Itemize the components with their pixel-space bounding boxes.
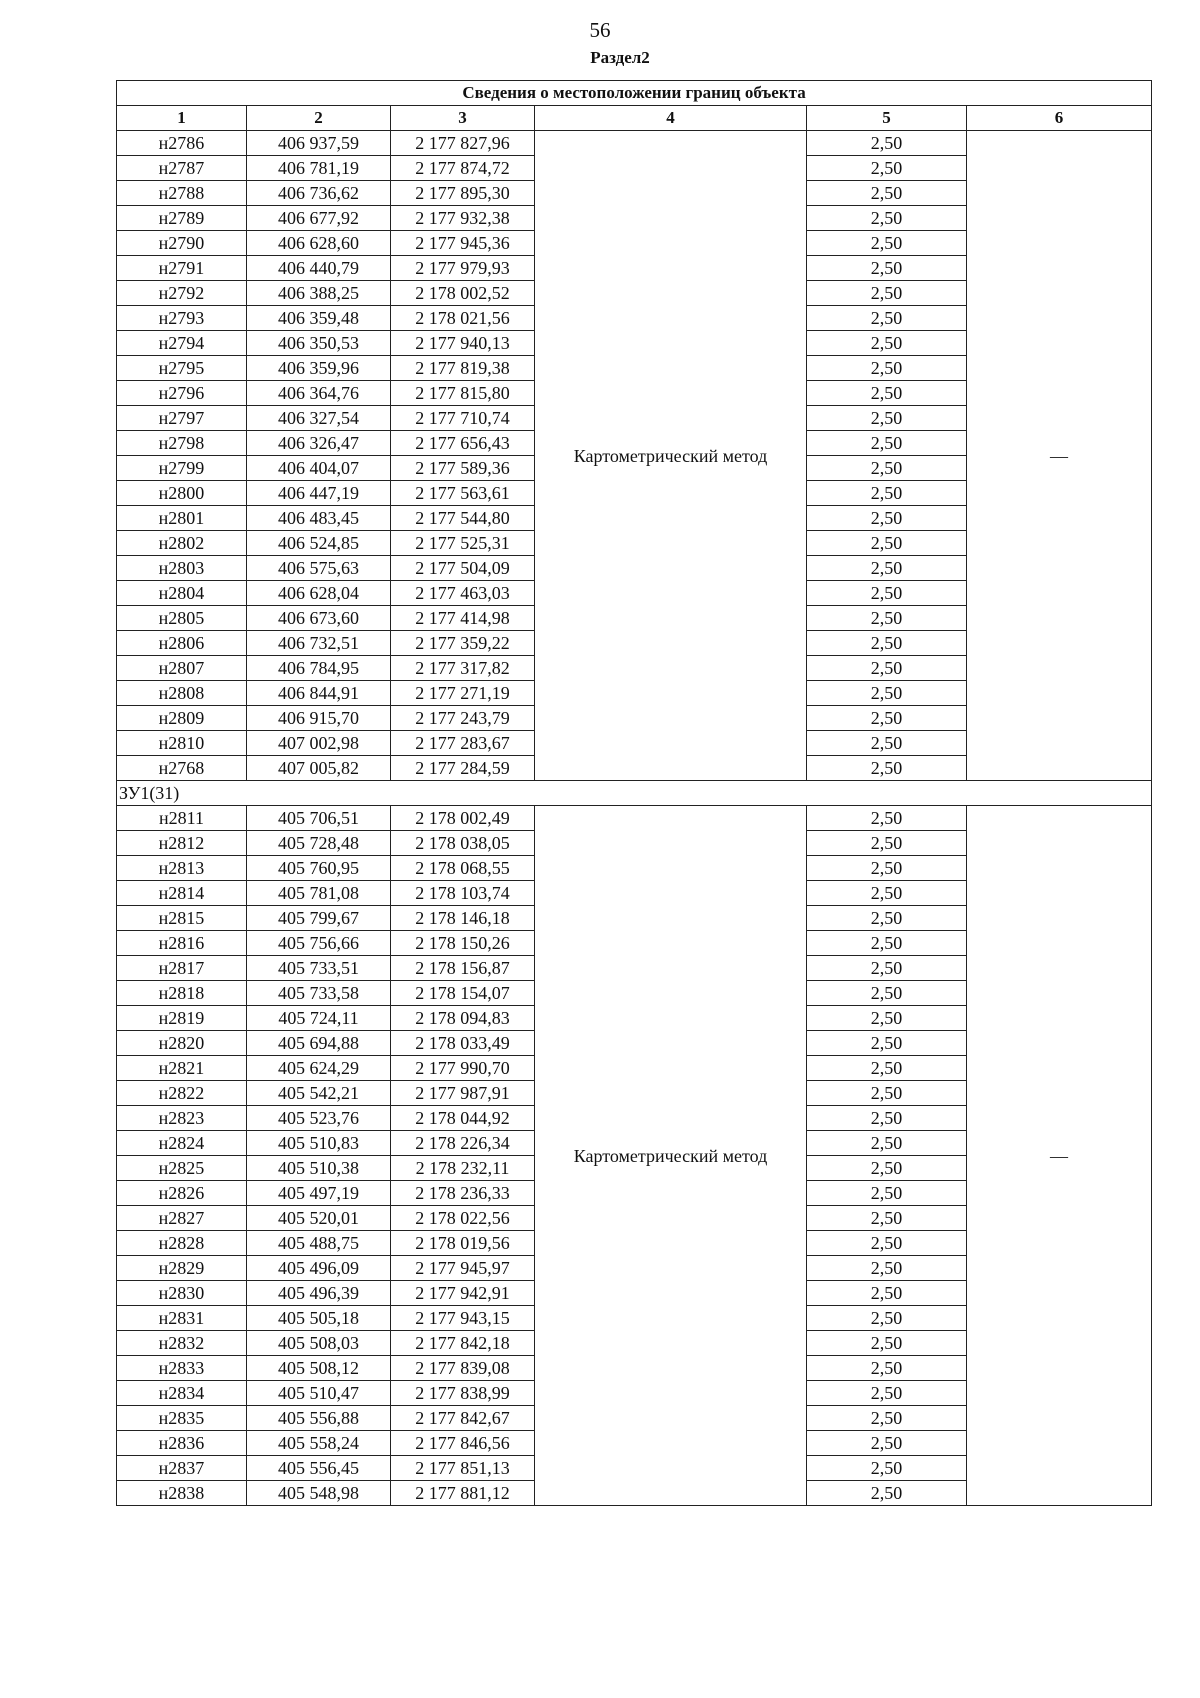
precision-cell: 2,50 <box>807 256 967 281</box>
precision-cell: 2,50 <box>807 1281 967 1306</box>
point-name-cell: н2815 <box>117 906 247 931</box>
x-coordinate-cell: 405 728,48 <box>247 831 391 856</box>
x-coordinate-cell: 406 575,63 <box>247 556 391 581</box>
precision-cell: 2,50 <box>807 556 967 581</box>
point-name-cell: н2820 <box>117 1031 247 1056</box>
point-name-cell: н2832 <box>117 1331 247 1356</box>
point-name-cell: н2809 <box>117 706 247 731</box>
precision-cell: 2,50 <box>807 1456 967 1481</box>
y-coordinate-cell: 2 177 317,82 <box>391 656 535 681</box>
x-coordinate-cell: 407 002,98 <box>247 731 391 756</box>
precision-cell: 2,50 <box>807 1206 967 1231</box>
y-coordinate-cell: 2 177 525,31 <box>391 531 535 556</box>
point-name-cell: н2814 <box>117 881 247 906</box>
point-name-cell: н2803 <box>117 556 247 581</box>
x-coordinate-cell: 405 694,88 <box>247 1031 391 1056</box>
x-coordinate-cell: 406 327,54 <box>247 406 391 431</box>
point-name-cell: н2806 <box>117 631 247 656</box>
x-coordinate-cell: 406 404,07 <box>247 456 391 481</box>
x-coordinate-cell: 405 556,45 <box>247 1456 391 1481</box>
precision-cell: 2,50 <box>807 231 967 256</box>
y-coordinate-cell: 2 177 945,97 <box>391 1256 535 1281</box>
y-coordinate-cell: 2 178 146,18 <box>391 906 535 931</box>
x-coordinate-cell: 405 520,01 <box>247 1206 391 1231</box>
y-coordinate-cell: 2 178 019,56 <box>391 1231 535 1256</box>
precision-cell: 2,50 <box>807 306 967 331</box>
y-coordinate-cell: 2 178 103,74 <box>391 881 535 906</box>
x-coordinate-cell: 406 736,62 <box>247 181 391 206</box>
x-coordinate-cell: 406 628,04 <box>247 581 391 606</box>
x-coordinate-cell: 406 844,91 <box>247 681 391 706</box>
precision-cell: 2,50 <box>807 131 967 156</box>
precision-cell: 2,50 <box>807 1231 967 1256</box>
x-coordinate-cell: 406 784,95 <box>247 656 391 681</box>
point-name-cell: н2800 <box>117 481 247 506</box>
precision-cell: 2,50 <box>807 1106 967 1131</box>
point-name-cell: н2797 <box>117 406 247 431</box>
y-coordinate-cell: 2 177 271,19 <box>391 681 535 706</box>
precision-cell: 2,50 <box>807 931 967 956</box>
column-number-6: 6 <box>967 106 1152 131</box>
x-coordinate-cell: 406 364,76 <box>247 381 391 406</box>
precision-cell: 2,50 <box>807 1431 967 1456</box>
y-coordinate-cell: 2 178 021,56 <box>391 306 535 331</box>
point-name-cell: н2802 <box>117 531 247 556</box>
point-name-cell: н2810 <box>117 731 247 756</box>
x-coordinate-cell: 405 508,12 <box>247 1356 391 1381</box>
x-coordinate-cell: 405 756,66 <box>247 931 391 956</box>
point-name-cell: н2826 <box>117 1181 247 1206</box>
y-coordinate-cell: 2 177 940,13 <box>391 331 535 356</box>
precision-cell: 2,50 <box>807 406 967 431</box>
point-name-cell: н2790 <box>117 231 247 256</box>
x-coordinate-cell: 406 326,47 <box>247 431 391 456</box>
point-name-cell: н2793 <box>117 306 247 331</box>
column-number-1: 1 <box>117 106 247 131</box>
point-name-cell: н2794 <box>117 331 247 356</box>
x-coordinate-cell: 406 673,60 <box>247 606 391 631</box>
precision-cell: 2,50 <box>807 181 967 206</box>
point-name-cell: н2823 <box>117 1106 247 1131</box>
precision-cell: 2,50 <box>807 881 967 906</box>
column-6-cell: — <box>967 806 1152 1506</box>
precision-cell: 2,50 <box>807 156 967 181</box>
precision-cell: 2,50 <box>807 856 967 881</box>
column-number-3: 3 <box>391 106 535 131</box>
table-body <box>117 131 1152 1506</box>
point-name-cell: н2807 <box>117 656 247 681</box>
point-name-cell: н2805 <box>117 606 247 631</box>
y-coordinate-cell: 2 177 656,43 <box>391 431 535 456</box>
point-name-cell: н2799 <box>117 456 247 481</box>
point-name-cell: н2822 <box>117 1081 247 1106</box>
precision-cell: 2,50 <box>807 681 967 706</box>
x-coordinate-cell: 405 724,11 <box>247 1006 391 1031</box>
x-coordinate-cell: 406 524,85 <box>247 531 391 556</box>
point-name-cell: н2824 <box>117 1131 247 1156</box>
point-name-cell: н2831 <box>117 1306 247 1331</box>
y-coordinate-cell: 2 177 563,61 <box>391 481 535 506</box>
x-coordinate-cell: 406 359,96 <box>247 356 391 381</box>
precision-cell: 2,50 <box>807 206 967 231</box>
y-coordinate-cell: 2 177 838,99 <box>391 1381 535 1406</box>
x-coordinate-cell: 405 799,67 <box>247 906 391 931</box>
point-name-cell: н2768 <box>117 756 247 781</box>
point-name-cell: н2787 <box>117 156 247 181</box>
precision-cell: 2,50 <box>807 981 967 1006</box>
point-name-cell: н2795 <box>117 356 247 381</box>
y-coordinate-cell: 2 177 942,91 <box>391 1281 535 1306</box>
x-coordinate-cell: 405 733,51 <box>247 956 391 981</box>
column-number-4: 4 <box>535 106 807 131</box>
precision-cell: 2,50 <box>807 1381 967 1406</box>
y-coordinate-cell: 2 178 226,34 <box>391 1131 535 1156</box>
x-coordinate-cell: 405 523,76 <box>247 1106 391 1131</box>
column-number-5: 5 <box>807 106 967 131</box>
precision-cell: 2,50 <box>807 656 967 681</box>
precision-cell: 2,50 <box>807 531 967 556</box>
precision-cell: 2,50 <box>807 456 967 481</box>
page-number: 56 <box>589 18 611 42</box>
point-name-cell: н2808 <box>117 681 247 706</box>
y-coordinate-cell: 2 178 094,83 <box>391 1006 535 1031</box>
x-coordinate-cell: 406 781,19 <box>247 156 391 181</box>
method-cell: Картометрический метод <box>535 131 807 781</box>
precision-cell: 2,50 <box>807 1256 967 1281</box>
y-coordinate-cell: 2 177 979,93 <box>391 256 535 281</box>
x-coordinate-cell: 405 488,75 <box>247 1231 391 1256</box>
y-coordinate-cell: 2 178 002,49 <box>391 806 535 831</box>
point-name-cell: н2834 <box>117 1381 247 1406</box>
x-coordinate-cell: 405 496,39 <box>247 1281 391 1306</box>
precision-cell: 2,50 <box>807 381 967 406</box>
y-coordinate-cell: 2 177 945,36 <box>391 231 535 256</box>
x-coordinate-cell: 406 628,60 <box>247 231 391 256</box>
point-name-cell: н2786 <box>117 131 247 156</box>
x-coordinate-cell: 406 732,51 <box>247 631 391 656</box>
y-coordinate-cell: 2 177 987,91 <box>391 1081 535 1106</box>
precision-cell: 2,50 <box>807 1331 967 1356</box>
precision-cell: 2,50 <box>807 506 967 531</box>
section-title: Раздел2 <box>590 48 650 67</box>
x-coordinate-cell: 406 388,25 <box>247 281 391 306</box>
precision-cell: 2,50 <box>807 631 967 656</box>
precision-cell: 2,50 <box>807 1156 967 1181</box>
precision-cell: 2,50 <box>807 281 967 306</box>
precision-cell: 2,50 <box>807 1081 967 1106</box>
precision-cell: 2,50 <box>807 481 967 506</box>
point-name-cell: н2828 <box>117 1231 247 1256</box>
point-name-cell: н2796 <box>117 381 247 406</box>
point-name-cell: н2789 <box>117 206 247 231</box>
table-caption: Сведения о местоположении границ объекта <box>117 81 1152 106</box>
precision-cell: 2,50 <box>807 356 967 381</box>
y-coordinate-cell: 2 177 839,08 <box>391 1356 535 1381</box>
x-coordinate-cell: 405 496,09 <box>247 1256 391 1281</box>
point-name-cell: н2838 <box>117 1481 247 1506</box>
point-name-cell: н2819 <box>117 1006 247 1031</box>
table-row <box>117 806 1152 831</box>
x-coordinate-cell: 406 447,19 <box>247 481 391 506</box>
method-cell: Картометрический метод <box>535 806 807 1506</box>
x-coordinate-cell: 406 440,79 <box>247 256 391 281</box>
precision-cell: 2,50 <box>807 1056 967 1081</box>
precision-cell: 2,50 <box>807 806 967 831</box>
y-coordinate-cell: 2 178 033,49 <box>391 1031 535 1056</box>
x-coordinate-cell: 405 510,47 <box>247 1381 391 1406</box>
coordinates-table <box>116 80 1152 1506</box>
y-coordinate-cell: 2 178 002,52 <box>391 281 535 306</box>
y-coordinate-cell: 2 177 283,67 <box>391 731 535 756</box>
column-6-cell: — <box>967 131 1152 781</box>
x-coordinate-cell: 405 548,98 <box>247 1481 391 1506</box>
y-coordinate-cell: 2 177 819,38 <box>391 356 535 381</box>
y-coordinate-cell: 2 177 990,70 <box>391 1056 535 1081</box>
y-coordinate-cell: 2 178 038,05 <box>391 831 535 856</box>
y-coordinate-cell: 2 177 842,67 <box>391 1406 535 1431</box>
y-coordinate-cell: 2 178 236,33 <box>391 1181 535 1206</box>
x-coordinate-cell: 407 005,82 <box>247 756 391 781</box>
precision-cell: 2,50 <box>807 331 967 356</box>
point-name-cell: н2835 <box>117 1406 247 1431</box>
precision-cell: 2,50 <box>807 1031 967 1056</box>
precision-cell: 2,50 <box>807 831 967 856</box>
precision-cell: 2,50 <box>807 956 967 981</box>
x-coordinate-cell: 405 510,38 <box>247 1156 391 1181</box>
precision-cell: 2,50 <box>807 756 967 781</box>
point-name-cell: н2836 <box>117 1431 247 1456</box>
point-name-cell: н2788 <box>117 181 247 206</box>
precision-cell: 2,50 <box>807 606 967 631</box>
precision-cell: 2,50 <box>807 731 967 756</box>
y-coordinate-cell: 2 177 243,79 <box>391 706 535 731</box>
point-name-cell: н2830 <box>117 1281 247 1306</box>
x-coordinate-cell: 405 760,95 <box>247 856 391 881</box>
x-coordinate-cell: 406 483,45 <box>247 506 391 531</box>
group-label: ЗУ1(31) <box>117 781 1152 806</box>
x-coordinate-cell: 405 542,21 <box>247 1081 391 1106</box>
y-coordinate-cell: 2 178 022,56 <box>391 1206 535 1231</box>
y-coordinate-cell: 2 178 154,07 <box>391 981 535 1006</box>
point-name-cell: н2792 <box>117 281 247 306</box>
y-coordinate-cell: 2 177 851,13 <box>391 1456 535 1481</box>
y-coordinate-cell: 2 178 150,26 <box>391 931 535 956</box>
y-coordinate-cell: 2 177 881,12 <box>391 1481 535 1506</box>
point-name-cell: н2821 <box>117 1056 247 1081</box>
y-coordinate-cell: 2 177 842,18 <box>391 1331 535 1356</box>
x-coordinate-cell: 406 677,92 <box>247 206 391 231</box>
point-name-cell: н2804 <box>117 581 247 606</box>
precision-cell: 2,50 <box>807 906 967 931</box>
x-coordinate-cell: 405 497,19 <box>247 1181 391 1206</box>
precision-cell: 2,50 <box>807 1181 967 1206</box>
point-name-cell: н2813 <box>117 856 247 881</box>
y-coordinate-cell: 2 178 068,55 <box>391 856 535 881</box>
point-name-cell: н2825 <box>117 1156 247 1181</box>
precision-cell: 2,50 <box>807 1131 967 1156</box>
point-name-cell: н2817 <box>117 956 247 981</box>
point-name-cell: н2818 <box>117 981 247 1006</box>
y-coordinate-cell: 2 177 932,38 <box>391 206 535 231</box>
x-coordinate-cell: 406 915,70 <box>247 706 391 731</box>
precision-cell: 2,50 <box>807 1406 967 1431</box>
y-coordinate-cell: 2 177 815,80 <box>391 381 535 406</box>
x-coordinate-cell: 406 350,53 <box>247 331 391 356</box>
point-name-cell: н2827 <box>117 1206 247 1231</box>
x-coordinate-cell: 405 505,18 <box>247 1306 391 1331</box>
point-name-cell: н2798 <box>117 431 247 456</box>
x-coordinate-cell: 405 733,58 <box>247 981 391 1006</box>
y-coordinate-cell: 2 178 044,92 <box>391 1106 535 1131</box>
y-coordinate-cell: 2 177 943,15 <box>391 1306 535 1331</box>
precision-cell: 2,50 <box>807 706 967 731</box>
y-coordinate-cell: 2 177 827,96 <box>391 131 535 156</box>
x-coordinate-cell: 406 359,48 <box>247 306 391 331</box>
precision-cell: 2,50 <box>807 1006 967 1031</box>
precision-cell: 2,50 <box>807 1481 967 1506</box>
point-name-cell: н2816 <box>117 931 247 956</box>
x-coordinate-cell: 405 508,03 <box>247 1331 391 1356</box>
precision-cell: 2,50 <box>807 431 967 456</box>
column-number-2: 2 <box>247 106 391 131</box>
precision-cell: 2,50 <box>807 581 967 606</box>
table-row <box>117 131 1152 156</box>
y-coordinate-cell: 2 178 232,11 <box>391 1156 535 1181</box>
point-name-cell: н2812 <box>117 831 247 856</box>
y-coordinate-cell: 2 177 710,74 <box>391 406 535 431</box>
point-name-cell: н2829 <box>117 1256 247 1281</box>
y-coordinate-cell: 2 177 504,09 <box>391 556 535 581</box>
y-coordinate-cell: 2 178 156,87 <box>391 956 535 981</box>
x-coordinate-cell: 405 781,08 <box>247 881 391 906</box>
x-coordinate-cell: 405 510,83 <box>247 1131 391 1156</box>
y-coordinate-cell: 2 177 463,03 <box>391 581 535 606</box>
x-coordinate-cell: 406 937,59 <box>247 131 391 156</box>
y-coordinate-cell: 2 177 284,59 <box>391 756 535 781</box>
x-coordinate-cell: 405 558,24 <box>247 1431 391 1456</box>
y-coordinate-cell: 2 177 414,98 <box>391 606 535 631</box>
x-coordinate-cell: 405 556,88 <box>247 1406 391 1431</box>
point-name-cell: н2837 <box>117 1456 247 1481</box>
precision-cell: 2,50 <box>807 1356 967 1381</box>
group-header-row <box>117 781 1152 806</box>
y-coordinate-cell: 2 177 589,36 <box>391 456 535 481</box>
point-name-cell: н2811 <box>117 806 247 831</box>
point-name-cell: н2801 <box>117 506 247 531</box>
y-coordinate-cell: 2 177 895,30 <box>391 181 535 206</box>
x-coordinate-cell: 405 624,29 <box>247 1056 391 1081</box>
y-coordinate-cell: 2 177 544,80 <box>391 506 535 531</box>
x-coordinate-cell: 405 706,51 <box>247 806 391 831</box>
precision-cell: 2,50 <box>807 1306 967 1331</box>
y-coordinate-cell: 2 177 846,56 <box>391 1431 535 1456</box>
point-name-cell: н2833 <box>117 1356 247 1381</box>
y-coordinate-cell: 2 177 874,72 <box>391 156 535 181</box>
point-name-cell: н2791 <box>117 256 247 281</box>
y-coordinate-cell: 2 177 359,22 <box>391 631 535 656</box>
